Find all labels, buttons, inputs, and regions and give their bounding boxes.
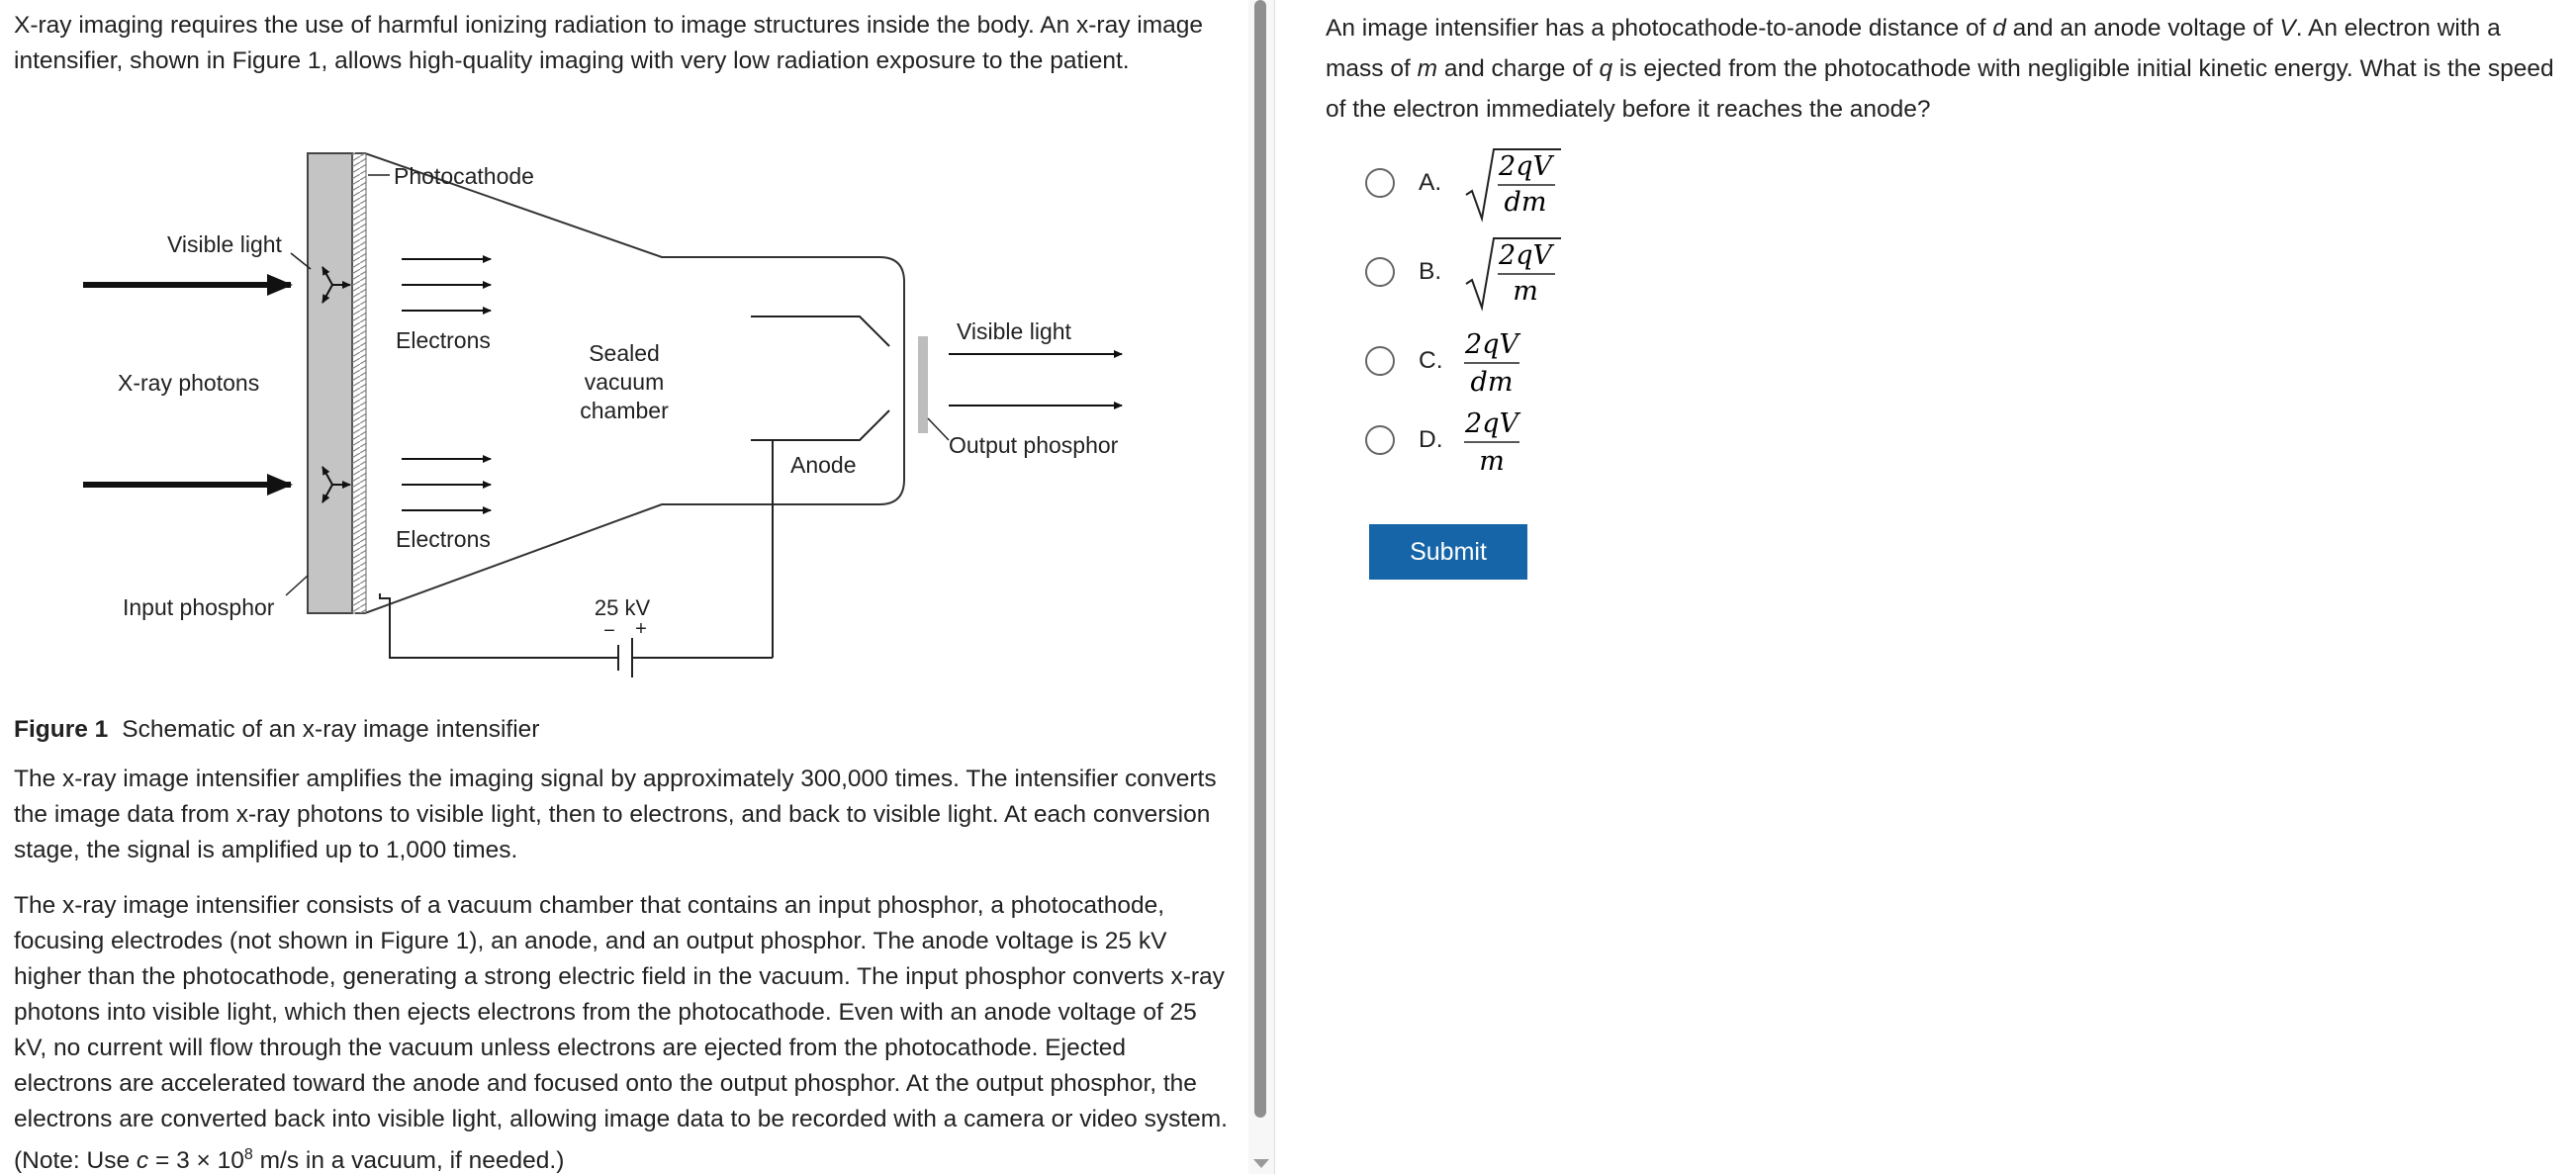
option-d[interactable]	[1365, 406, 1541, 475]
option-c[interactable]	[1365, 326, 1541, 396]
label-minus: −	[603, 620, 615, 642]
passage-pane	[0, 0, 1248, 1174]
electron-arrows-top	[402, 259, 491, 311]
question-stem: An image intensifier has a photocathode-to-anode distance of d and an anode voltage of V. An electron with a mass of m and charge of q is ejected from the photocathode with negligible initial kinetic energy. What is the speed of the electron immediately before it reaches the anode?	[1326, 15, 2554, 123]
option-a-formula	[1462, 143, 1571, 223]
option-b-numerator: 2qV	[1499, 240, 1552, 271]
option-b-radio[interactable]	[1365, 257, 1395, 287]
option-d-letter: D.	[1419, 426, 1443, 453]
circuit-wire	[380, 593, 773, 658]
scrollbar[interactable]	[1248, 0, 1275, 1174]
label-output-phosphor: Output phosphor	[949, 432, 1119, 458]
electron-arrows-bottom	[402, 459, 491, 510]
label-anode: Anode	[790, 452, 857, 478]
intensifier-diagram	[14, 138, 1151, 692]
anode-top	[751, 316, 889, 346]
option-c-radio[interactable]	[1365, 346, 1395, 376]
photocathode-layer	[352, 153, 366, 613]
passage-para-2: The x-ray image intensifier amplifies the imaging signal by approximately 300,000 times. The intensifier converts the image data from x-ray photons to visible light, then to electrons, and back to visible light. At each conversion stage, the signal is amplified up to 1,000 times.	[14, 766, 1217, 863]
passage-para-3	[14, 888, 1231, 1174]
label-visible-light-in: Visible light	[167, 231, 282, 257]
note-c: c	[136, 1147, 149, 1174]
option-a-letter: A.	[1419, 169, 1442, 196]
scrollbar-thumb[interactable]	[1254, 0, 1266, 1118]
option-b-formula	[1462, 232, 1571, 312]
submit-button[interactable]: Submit	[1369, 524, 1527, 580]
option-d-formula	[1462, 401, 1541, 480]
label-plus: +	[635, 618, 647, 640]
passage-intro: X-ray imaging requires the use of harmful ionizing radiation to image structures inside the body. An x-ray image intensifier, shown in Figure 1, allows high-quality imaging with very low radiation exposure to the patient.	[14, 12, 1204, 74]
label-visible-light-out: Visible light	[957, 318, 1071, 344]
note-exponent: 8	[243, 1146, 253, 1163]
para3-text: The x-ray image intensifier consists of a vacuum chamber that contains an input phosphor, a photocathode, focusing electrodes (not shown in Figure 1), an anode, and an output phosphor. The anode voltage is 25 kV higher than the photocathode, generating a strong electric field in the vacuum. The input phosphor converts x-ray photons into visible light, which then ejects electrons from the photocathode. Even with an anode voltage of 25 kV, no current will flow through the vacuum unless electrons are ejected from the photocathode. Ejected electrons are accelerated toward the anode and focused onto the output phosphor. At the output phosphor, the electrons are converted back into visible light, allowing image data to be recorded with a camera or video system. (Note: Use	[14, 892, 1228, 1174]
option-a-radio[interactable]	[1365, 168, 1395, 198]
option-a-denominator: dm	[1504, 187, 1547, 218]
option-b-denominator: m	[1513, 276, 1538, 307]
caption-label: Figure 1	[14, 716, 109, 743]
option-c-numerator: 2qV	[1465, 329, 1518, 360]
option-d-denominator: m	[1479, 446, 1505, 477]
label-electrons-bottom: Electrons	[396, 526, 491, 552]
note-end: m/s in a vacuum, if needed.)	[252, 1147, 565, 1174]
option-b-letter: B.	[1419, 258, 1442, 285]
option-b[interactable]	[1365, 237, 1571, 307]
label-sealed: Sealed	[589, 340, 660, 366]
figure-caption	[14, 712, 539, 748]
question-pane	[1326, 0, 2576, 1174]
option-c-letter: C.	[1419, 347, 1443, 374]
anode-bottom	[751, 410, 889, 440]
option-d-numerator: 2qV	[1465, 408, 1518, 439]
label-xray-photons: X-ray photons	[118, 370, 260, 396]
note-rest: = 3 × 10	[148, 1147, 244, 1174]
option-c-denominator: dm	[1470, 367, 1514, 398]
label-voltage: 25 kV	[594, 595, 651, 620]
label-chamber: chamber	[580, 398, 669, 423]
scroll-down-arrow-icon[interactable]	[1253, 1159, 1269, 1168]
caption-text: Schematic of an x-ray image intensifier	[122, 716, 540, 743]
label-photocathode: Photocathode	[394, 163, 534, 189]
label-input-phosphor: Input phosphor	[123, 594, 275, 620]
option-a-numerator: 2qV	[1499, 151, 1552, 182]
label-vacuum: vacuum	[584, 369, 665, 395]
figure-1	[14, 138, 1151, 692]
output-phosphor-layer	[918, 336, 928, 433]
option-c-formula	[1462, 321, 1541, 401]
input-phosphor-layer	[308, 153, 352, 613]
label-electrons-top: Electrons	[396, 327, 491, 353]
option-d-radio[interactable]	[1365, 425, 1395, 455]
option-a[interactable]	[1365, 148, 1571, 218]
